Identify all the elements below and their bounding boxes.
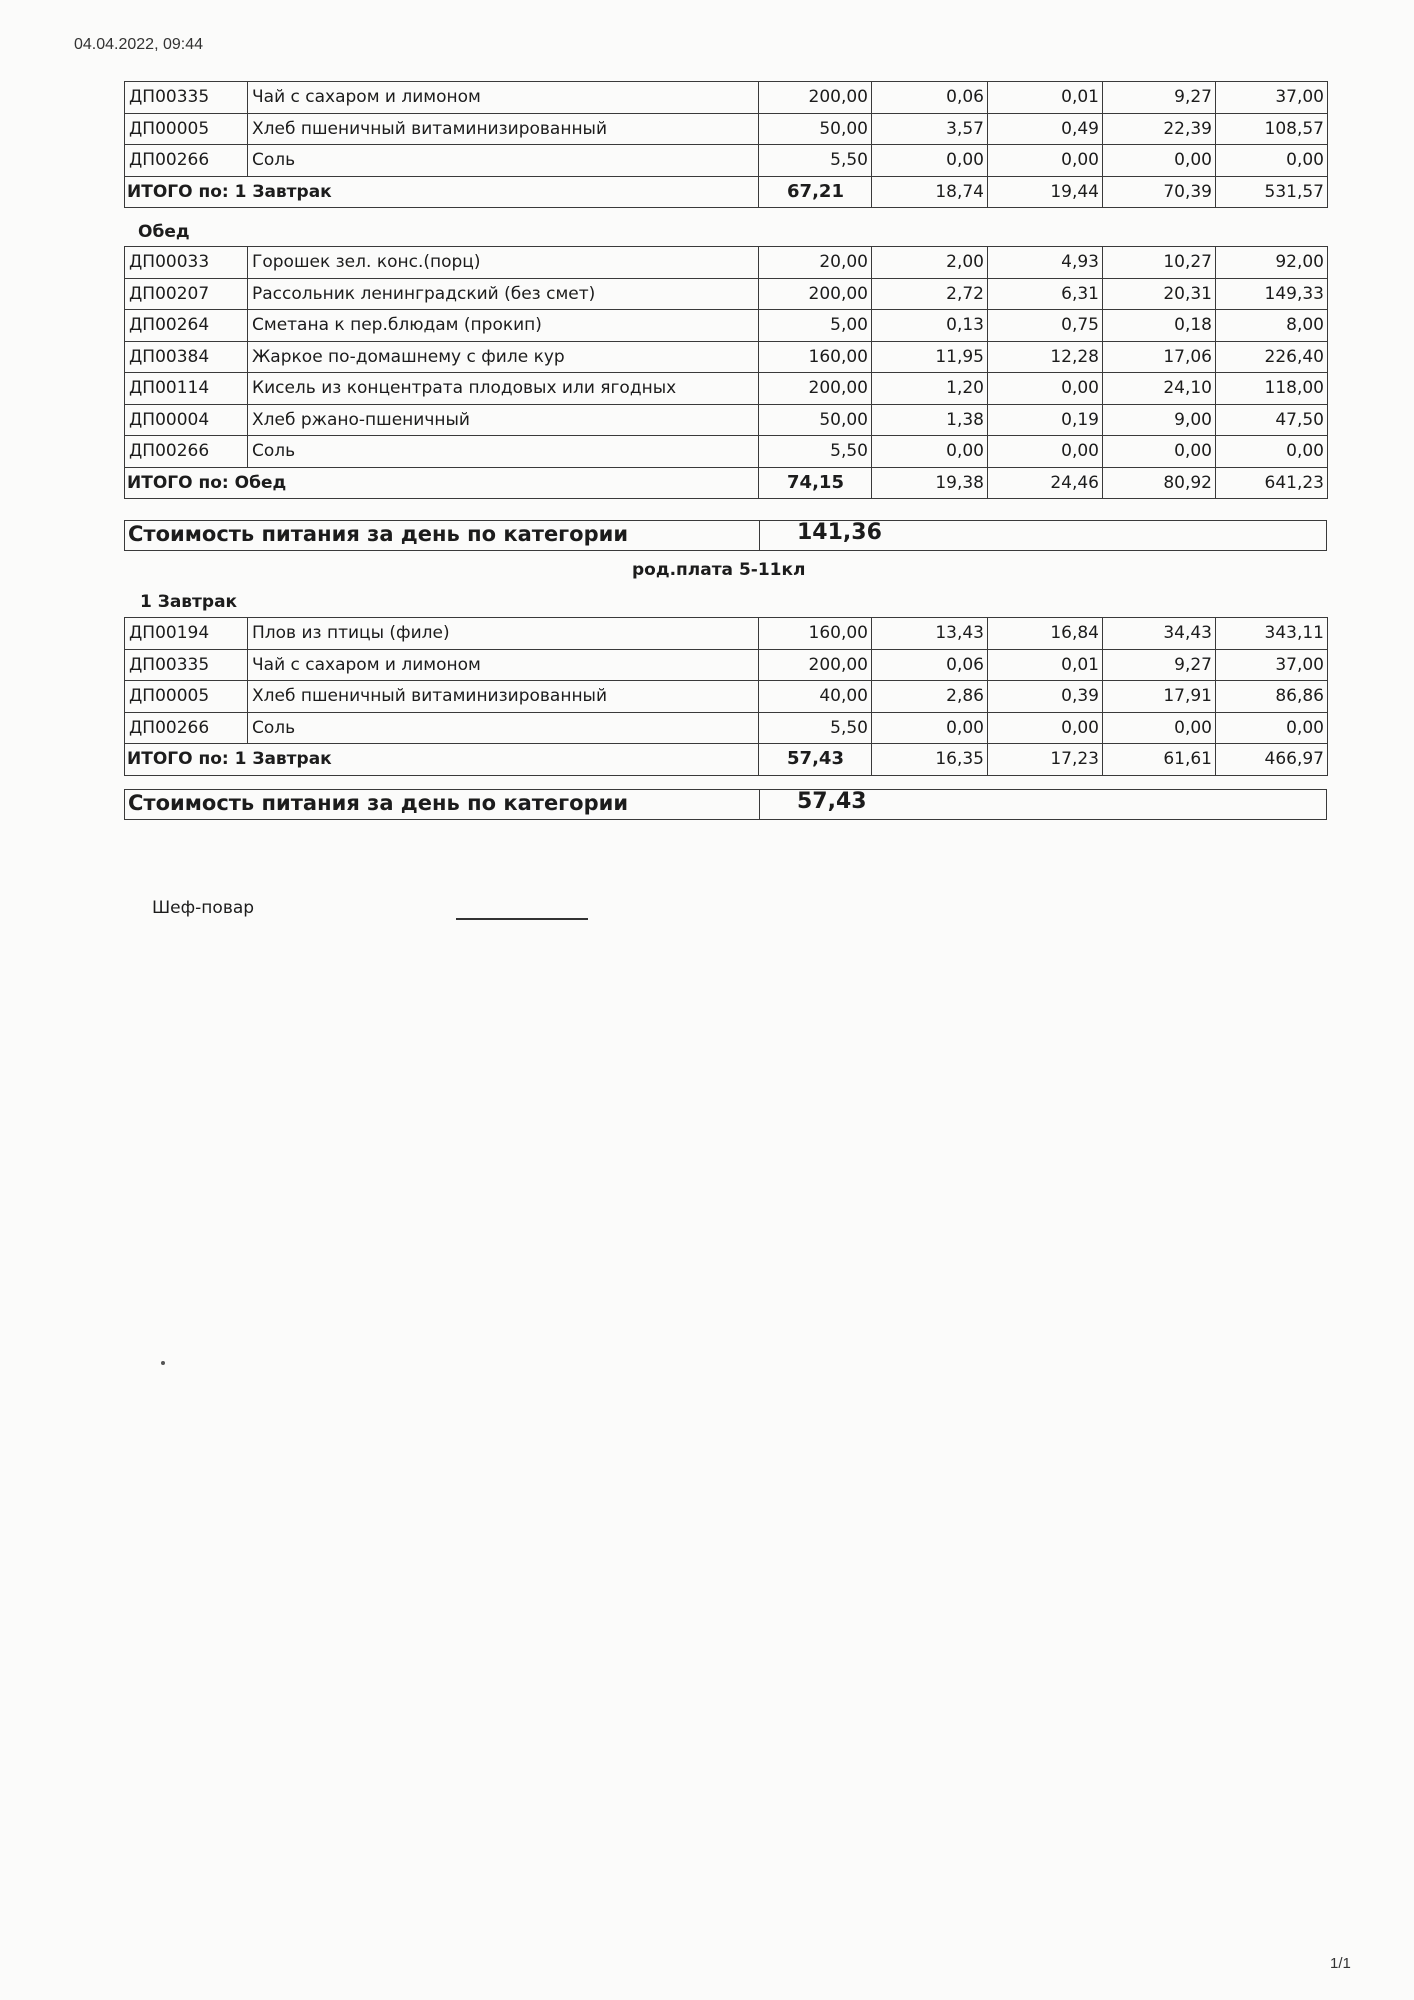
cell-code: ДП00335 [125,649,248,681]
cell-v2: 0,00 [872,712,988,744]
cell-v1: 5,00 [759,310,872,342]
breakfast-table-body [125,82,1328,208]
cell-v1: 40,00 [759,681,872,713]
cell-v4: 17,91 [1103,681,1216,713]
day-cost-value: 57,43 [797,789,867,814]
cell-code: ДП00005 [125,681,248,713]
cell-v4: 0,00 [1103,436,1216,468]
cell-v3: 0,49 [988,113,1103,145]
cell-v5: 92,00 [1216,247,1328,279]
table-row [125,310,1328,342]
cell-code: ДП00114 [125,373,248,405]
cell-v3: 0,00 [988,436,1103,468]
cell-v1: 200,00 [759,373,872,405]
cell-v1: 50,00 [759,404,872,436]
cell-v4: 22,39 [1103,113,1216,145]
cell-v5: 108,57 [1216,113,1328,145]
cell-v1: 5,50 [759,145,872,177]
cell-v5: 0,00 [1216,712,1328,744]
day-cost-label: Стоимость питания за день по категории [128,522,629,546]
cell-v5: 226,40 [1216,341,1328,373]
cell-code: ДП00207 [125,278,248,310]
cell-v5: 47,50 [1216,404,1328,436]
cell-v5: 37,00 [1216,649,1328,681]
cell-v4: 9,27 [1103,82,1216,114]
cell-v2: 11,95 [872,341,988,373]
cell-v4: 10,27 [1103,247,1216,279]
table-row [125,373,1328,405]
cell-code: ДП00004 [125,404,248,436]
cell-v3: 0,00 [988,712,1103,744]
table-row [125,82,1328,114]
cell-v5: 86,86 [1216,681,1328,713]
total-label: ИТОГО по: Обед [125,467,759,499]
table-row [125,113,1328,145]
total-v1: 57,43 [759,744,872,776]
print-datetime: 04.04.2022, 09:44 [74,36,204,53]
total-row [125,467,1328,499]
day-cost-label: Стоимость питания за день по категории [128,791,629,815]
cell-code: ДП00266 [125,145,248,177]
cell-v2: 2,72 [872,278,988,310]
table-row [125,618,1328,650]
cell-name: Соль [248,436,759,468]
cell-v5: 8,00 [1216,310,1328,342]
cell-v2: 0,13 [872,310,988,342]
total-row [125,744,1328,776]
category2-table-body [125,618,1328,776]
cell-v5: 343,11 [1216,618,1328,650]
breakfast-section-title: 1 Завтрак [140,592,238,612]
cell-code: ДП00335 [125,82,248,114]
cell-v1: 200,00 [759,649,872,681]
total-v3: 17,23 [988,744,1103,776]
cell-v3: 12,28 [988,341,1103,373]
cell-code: ДП00194 [125,618,248,650]
total-v2: 16,35 [872,744,988,776]
signature-label: Шеф-повар [152,898,255,918]
cell-name: Хлеб ржано-пшеничный [248,404,759,436]
scan-speck [161,1361,165,1365]
cell-v3: 0,39 [988,681,1103,713]
cell-v1: 160,00 [759,618,872,650]
table-row [125,649,1328,681]
signature-line [456,918,588,920]
cell-v5: 37,00 [1216,82,1328,114]
cell-v4: 9,27 [1103,649,1216,681]
cell-name: Хлеб пшеничный витаминизированный [248,681,759,713]
table-row [125,341,1328,373]
cell-v5: 118,00 [1216,373,1328,405]
total-v5: 641,23 [1216,467,1328,499]
cell-v4: 9,00 [1103,404,1216,436]
lunch-table-body [125,247,1328,499]
cell-v5: 0,00 [1216,145,1328,177]
cell-v1: 160,00 [759,341,872,373]
cell-name: Чай с сахаром и лимоном [248,82,759,114]
cell-v4: 24,10 [1103,373,1216,405]
cell-v3: 0,00 [988,145,1103,177]
cell-v3: 0,75 [988,310,1103,342]
cell-v1: 200,00 [759,82,872,114]
cell-name: Соль [248,145,759,177]
cell-v4: 34,43 [1103,618,1216,650]
total-v4: 80,92 [1103,467,1216,499]
table-row [125,712,1328,744]
cell-v3: 16,84 [988,618,1103,650]
cell-code: ДП00264 [125,310,248,342]
table-row [125,278,1328,310]
cell-name: Кисель из концентрата плодовых или ягодных [248,373,759,405]
cell-name: Горошек зел. конс.(порц) [248,247,759,279]
cell-name: Плов из птицы (филе) [248,618,759,650]
table-row [125,436,1328,468]
day-cost-row-1 [124,520,1327,551]
cell-name: Сметана к пер.блюдам (прокип) [248,310,759,342]
cell-v4: 0,00 [1103,712,1216,744]
table-row [125,247,1328,279]
table-row [125,404,1328,436]
cell-v2: 0,06 [872,649,988,681]
table-row [125,145,1328,177]
total-v2: 19,38 [872,467,988,499]
cell-v3: 4,93 [988,247,1103,279]
cell-v5: 0,00 [1216,436,1328,468]
cell-v1: 20,00 [759,247,872,279]
total-v1: 67,21 [759,176,872,208]
cell-code: ДП00266 [125,712,248,744]
day-cost-value: 141,36 [797,520,882,545]
cell-code: ДП00384 [125,341,248,373]
cell-v2: 3,57 [872,113,988,145]
total-v1: 74,15 [759,467,872,499]
divider [759,521,760,550]
cell-v1: 200,00 [759,278,872,310]
total-v4: 70,39 [1103,176,1216,208]
cell-v4: 17,06 [1103,341,1216,373]
cell-v1: 5,50 [759,436,872,468]
cell-name: Хлеб пшеничный витаминизированный [248,113,759,145]
lunch-table [124,246,1328,499]
category2-breakfast-table [124,617,1328,776]
cell-v3: 0,00 [988,373,1103,405]
cell-v1: 5,50 [759,712,872,744]
page-number: 1/1 [1330,1955,1351,1972]
cell-v4: 0,00 [1103,145,1216,177]
total-v2: 18,74 [872,176,988,208]
breakfast-table [124,81,1328,208]
cell-v5: 149,33 [1216,278,1328,310]
total-v5: 466,97 [1216,744,1328,776]
cell-v2: 0,00 [872,145,988,177]
cell-name: Чай с сахаром и лимоном [248,649,759,681]
cell-v2: 0,00 [872,436,988,468]
cell-v2: 2,86 [872,681,988,713]
cell-code: ДП00005 [125,113,248,145]
cell-v3: 6,31 [988,278,1103,310]
cell-v1: 50,00 [759,113,872,145]
cell-name: Соль [248,712,759,744]
cell-name: Жаркое по-домашнему с филе кур [248,341,759,373]
cell-name: Рассольник ленинградский (без смет) [248,278,759,310]
cell-v4: 0,18 [1103,310,1216,342]
day-cost-row-2 [124,789,1327,820]
cell-v2: 2,00 [872,247,988,279]
total-v5: 531,57 [1216,176,1328,208]
cell-v2: 0,06 [872,82,988,114]
total-label: ИТОГО по: 1 Завтрак [125,176,759,208]
total-v3: 24,46 [988,467,1103,499]
lunch-section-title: Обед [138,222,190,242]
cell-code: ДП00033 [125,247,248,279]
cell-v3: 0,01 [988,82,1103,114]
total-v4: 61,61 [1103,744,1216,776]
cell-v3: 0,01 [988,649,1103,681]
total-label: ИТОГО по: 1 Завтрак [125,744,759,776]
cell-v2: 13,43 [872,618,988,650]
cell-v3: 0,19 [988,404,1103,436]
table-row [125,681,1328,713]
cell-v2: 1,20 [872,373,988,405]
cell-code: ДП00266 [125,436,248,468]
divider [759,790,760,819]
total-v3: 19,44 [988,176,1103,208]
category-title: род.плата 5-11кл [632,560,806,580]
total-row [125,176,1328,208]
cell-v4: 20,31 [1103,278,1216,310]
cell-v2: 1,38 [872,404,988,436]
